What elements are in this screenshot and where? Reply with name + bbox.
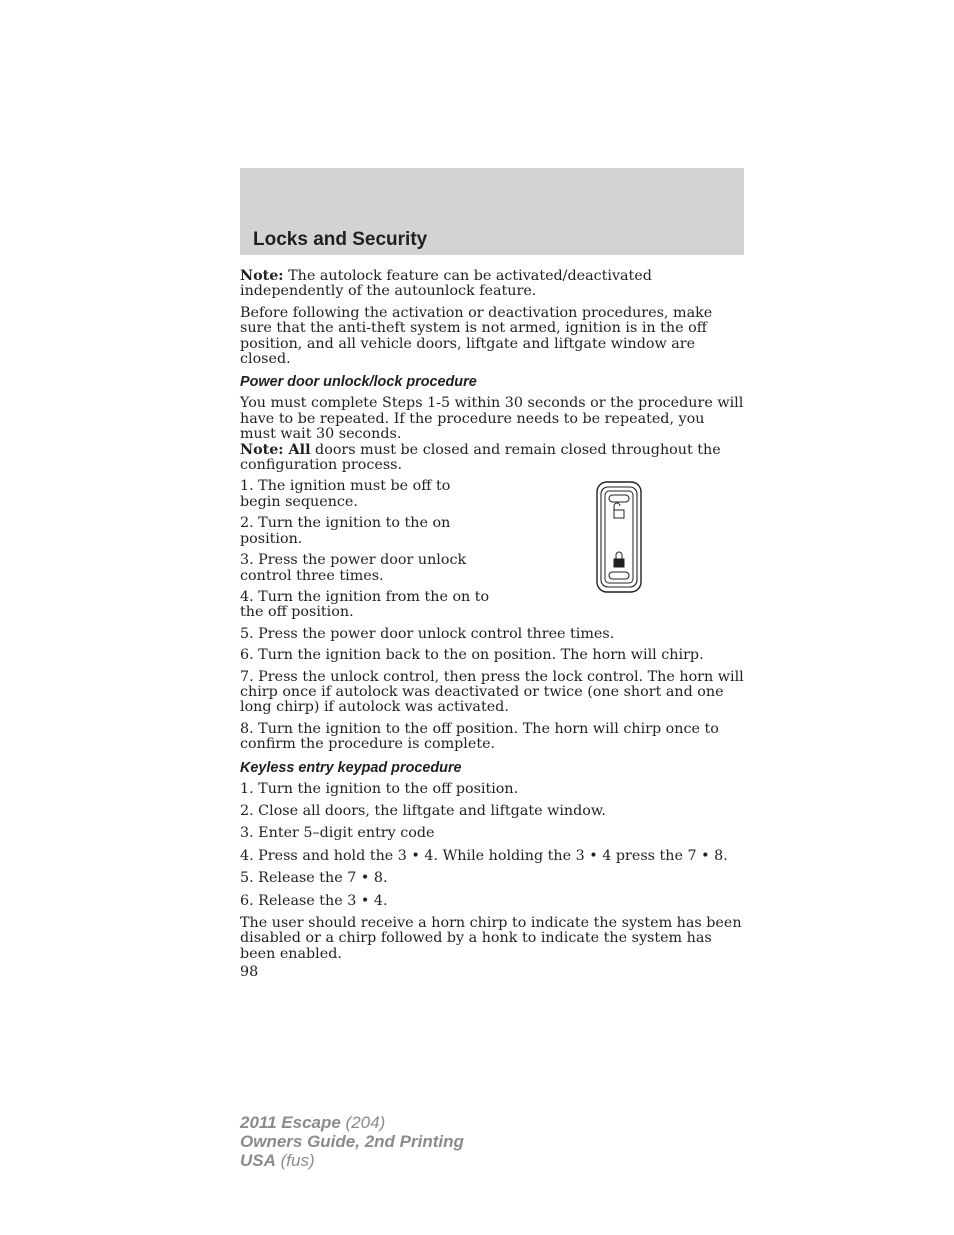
list-item: 3. Enter 5–digit entry code — [240, 825, 435, 842]
list-item: 5. Press the power door unlock control three times. — [240, 625, 615, 642]
note-text: doors must be closed and remain closed throughout the configuration process. — [240, 441, 721, 474]
steps-with-figure — [240, 479, 744, 620]
footer-line-market — [240, 1151, 464, 1170]
footer-print-info — [240, 1113, 464, 1170]
footer-market-code: (fus) — [275, 1151, 315, 1170]
list-item: 5. Release the 7 • 8. — [240, 870, 388, 887]
page-number: 98 — [240, 964, 259, 981]
autolock-note — [240, 269, 744, 300]
list-item: 3. Press the power door unlock control three times. — [240, 552, 467, 584]
section-title: Locks and Security — [253, 229, 428, 250]
note-text: The autolock feature can be activated/deactivated independently of the autounlock feature. — [240, 268, 652, 300]
footer-model-code: (204) — [340, 1113, 386, 1132]
power-door-note — [240, 443, 744, 474]
list-item: 1. Turn the ignition to the off position. — [240, 780, 519, 797]
list-item: 4. Press and hold the 3 • 4. While holding the 3 • 4 press the 7 • 8. — [240, 847, 728, 864]
list-item: 2. Turn the ignition to the on position. — [240, 515, 451, 547]
list-item: 7. Press the unlock control, then press the lock control. The horn will chirp once if autolock was deactivated or twice (one short and one long chirp) if autolock was activated. — [240, 668, 744, 716]
keypad-closing-paragraph: The user should receive a horn chirp to indicate the system has been disabled or a chirp followed by a honk to indicate the system has been enabled. — [240, 915, 742, 962]
list-item: 6. Release the 3 • 4. — [240, 892, 388, 909]
note-label: Note: All — [240, 441, 311, 458]
page-content — [240, 269, 744, 981]
list-item: 1. The ignition must be off to begin sequence. — [240, 478, 451, 510]
list-item: 4. Turn the ignition from the on to the off position. — [240, 588, 490, 621]
power-door-heading: Power door unlock/lock procedure — [240, 374, 477, 391]
section-header-band — [240, 168, 744, 255]
footer-model: 2011 Escape — [240, 1113, 341, 1132]
list-item: 8. Turn the ignition to the off position. The horn will chirp once to confirm the procedure is complete. — [240, 720, 719, 753]
intro-paragraph: Before following the activation or deactivation procedures, make sure that the anti-theft system is not armed, ignition is in the off position, and all vehicle doors, liftgate and liftgate window are closed. — [240, 304, 713, 368]
door-lock-switch-figure — [594, 481, 644, 593]
list-item: 6. Turn the ignition back to the on position. The horn will chirp. — [240, 647, 704, 664]
steps-list-narrow — [240, 479, 495, 620]
footer-market: USA — [240, 1151, 276, 1170]
footer-line-guide: Owners Guide, 2nd Printing — [240, 1132, 464, 1151]
note-label: Note: — [240, 268, 284, 284]
footer-line-model — [240, 1113, 464, 1132]
keypad-heading: Keyless entry keypad procedure — [240, 759, 462, 776]
list-item: 2. Close all doors, the liftgate and liftgate window. — [240, 802, 606, 819]
power-door-paragraph: You must complete Steps 1-5 within 30 seconds or the procedure will have to be repeated. If the procedure needs to be repeated, you must wait 30 seconds. — [240, 395, 744, 443]
